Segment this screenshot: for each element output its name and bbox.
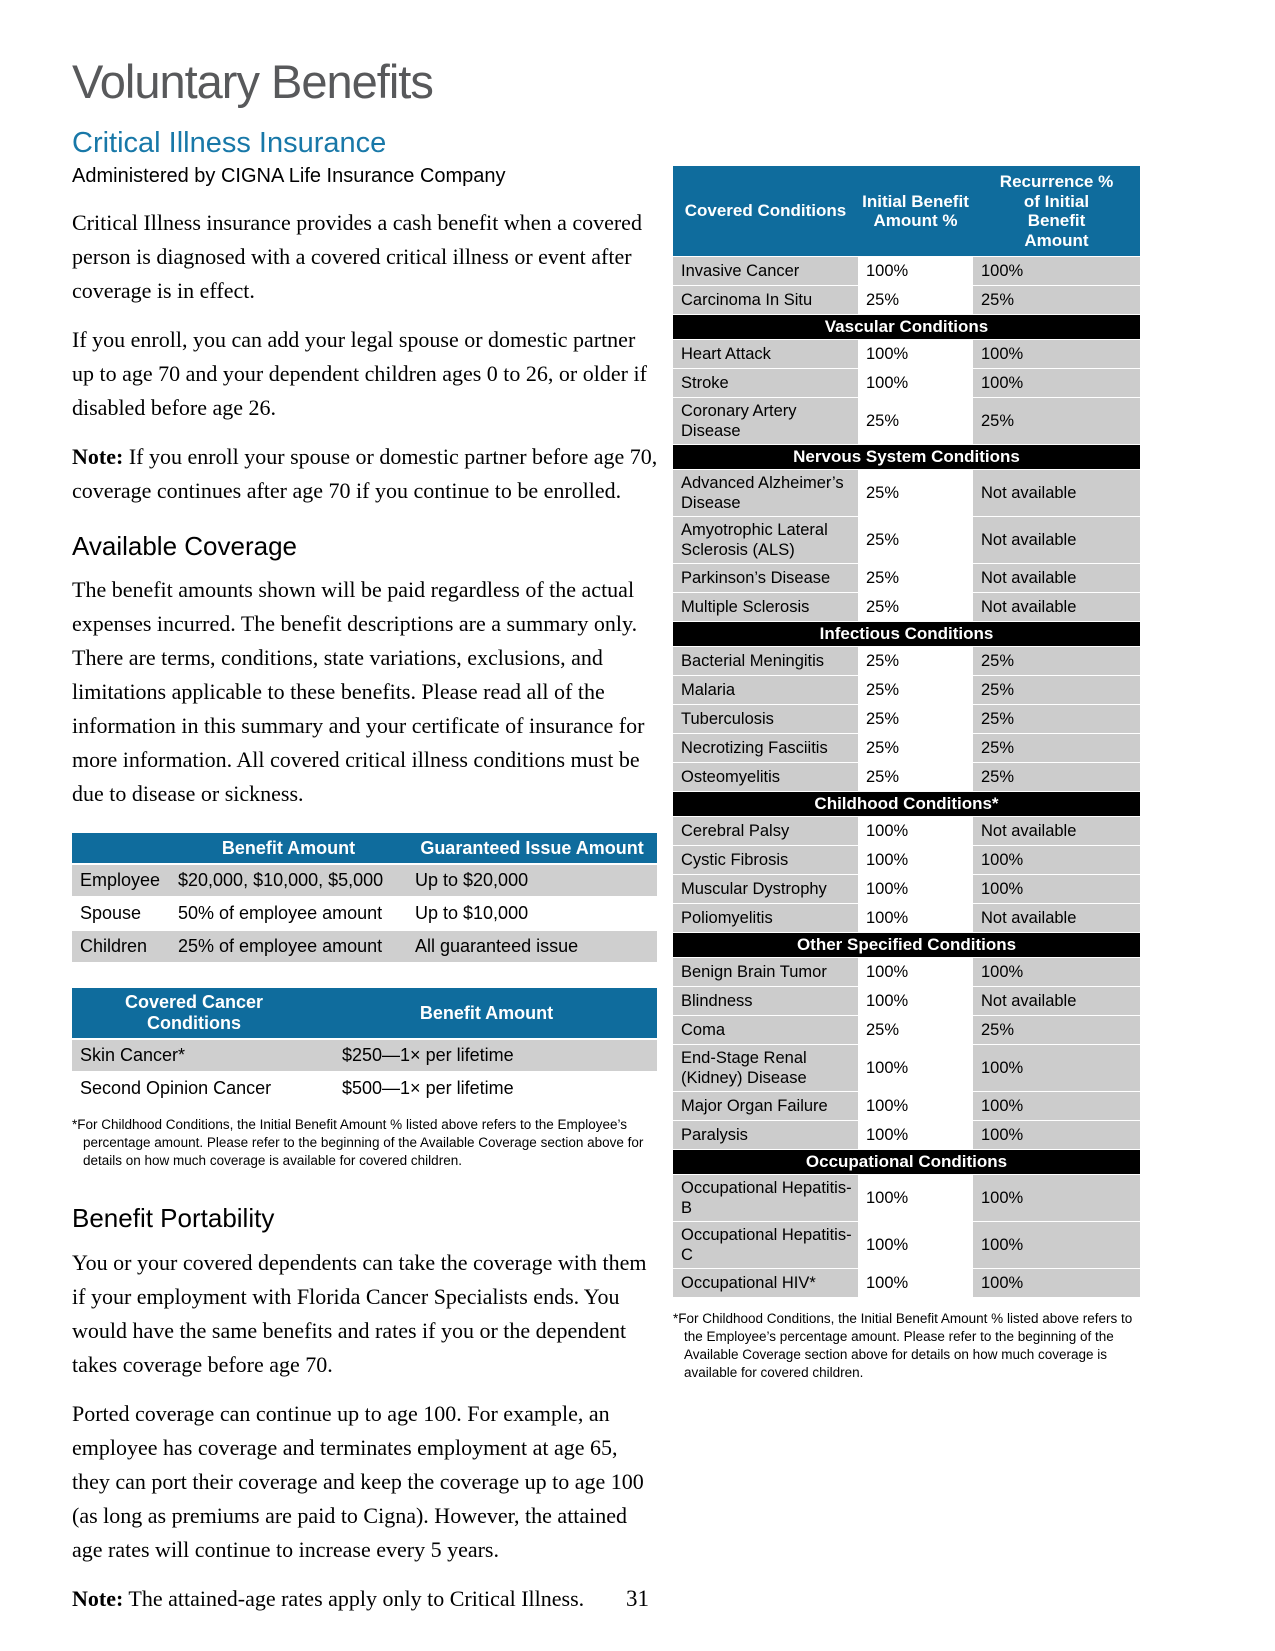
left-column <box>72 56 660 1631</box>
right-column <box>673 165 1140 1382</box>
cell-value: Not available <box>973 564 1140 592</box>
cell-value: $20,000, $10,000, $5,000 <box>170 865 407 896</box>
condition-label: Blindness <box>673 987 858 1015</box>
coverage-table-body <box>72 833 657 962</box>
coverage-table <box>72 831 657 964</box>
cell-value: 100% <box>858 1092 973 1120</box>
section-header: Infectious Conditions <box>673 622 1140 646</box>
row-label: Children <box>72 931 170 962</box>
condition-label: Advanced Alzheimer’s Disease <box>673 470 858 516</box>
condition-label: Parkinson’s Disease <box>673 564 858 592</box>
section-header: Nervous System Conditions <box>673 445 1140 469</box>
available-coverage-paragraph: The benefit amounts shown will be paid regardless of the actual expenses incurred. The benefit descriptions are a summary only. There are terms, conditions, state variations, exclusions, and limitations applicable to these benefits. Please read all of the information in this summary and your certificate of insurance for more information. All covered critical illness conditions must be due to disease or sickness. <box>72 577 645 807</box>
cell-value: 100% <box>858 846 973 874</box>
cell-value: 25% of employee amount <box>170 931 407 962</box>
condition-label: Amyotrophic Lateral Sclerosis (ALS) <box>673 517 858 563</box>
cell-value: 100% <box>973 1092 1140 1120</box>
cell-value: Not available <box>973 904 1140 932</box>
cell-value: 100% <box>858 1222 973 1268</box>
table-row <box>673 564 1140 592</box>
cell-value: Up to $20,000 <box>407 865 657 896</box>
cell-value: 25% <box>858 647 973 675</box>
cell-value: 25% <box>858 470 973 516</box>
section-header: Occupational Conditions <box>673 1150 1140 1174</box>
table-row <box>673 987 1140 1015</box>
cell-value: 100% <box>858 340 973 368</box>
cell-value: Up to $10,000 <box>407 898 657 929</box>
cell-value: Not available <box>973 470 1140 516</box>
cell-value: 25% <box>858 734 973 762</box>
column-header: Benefit Amount <box>316 988 657 1038</box>
cell-value: 25% <box>858 564 973 592</box>
table-row <box>673 1092 1140 1120</box>
cell-value: Not available <box>973 987 1140 1015</box>
table-row <box>673 1222 1140 1268</box>
table-row <box>673 1121 1140 1149</box>
table-row <box>673 593 1140 621</box>
cell-value: 25% <box>973 676 1140 704</box>
portability-paragraph: Ported coverage can continue up to age 100. For example, an employee has coverage and terminates employment at age 65, they can port their coverage and keep the coverage up to age 100 (as long as premiums are paid to Cigna). However, the attained age rates will continue to increase every 5 years. <box>72 1401 644 1563</box>
note-text: The attained-age rates apply only to Critical Illness. <box>123 1586 585 1612</box>
table-row <box>673 904 1140 932</box>
table-row <box>673 958 1140 986</box>
table-row <box>673 470 1140 516</box>
table-row <box>72 1073 657 1104</box>
cell-value: 100% <box>858 1121 973 1149</box>
cell-value: 100% <box>973 1222 1140 1268</box>
cell-value: 100% <box>858 817 973 845</box>
table-row <box>673 1175 1140 1221</box>
cell-value: 25% <box>973 705 1140 733</box>
section-header-row <box>673 1150 1140 1174</box>
column-header <box>673 166 858 256</box>
column-header <box>858 166 973 256</box>
column-header-text: Covered Conditions <box>684 201 847 221</box>
condition-label: Malaria <box>673 676 858 704</box>
cell-value: 50% of employee amount <box>170 898 407 929</box>
page-title: Voluntary Benefits <box>72 55 433 108</box>
table-row <box>673 257 1140 285</box>
condition-label: Benign Brain Tumor <box>673 958 858 986</box>
cell-value: 25% <box>858 676 973 704</box>
table-row <box>673 817 1140 845</box>
condition-label: Coma <box>673 1016 858 1044</box>
cell-value: 25% <box>858 517 973 563</box>
column-header-text: Initial Benefit Amount % <box>862 191 969 231</box>
cell-value: Not available <box>973 517 1140 563</box>
section-header-row <box>673 933 1140 957</box>
row-label: Skin Cancer* <box>72 1040 316 1071</box>
column-header: Benefit Amount <box>170 833 407 863</box>
condition-label: Heart Attack <box>673 340 858 368</box>
table-row <box>673 398 1140 444</box>
table-row <box>673 1045 1140 1091</box>
column-header-text: Recurrence % of Initial Benefit Amount <box>999 172 1114 250</box>
table-row <box>673 1269 1140 1297</box>
condition-label: Major Organ Failure <box>673 1092 858 1120</box>
condition-label: Muscular Dystrophy <box>673 875 858 903</box>
cell-value: 25% <box>973 1016 1140 1044</box>
cell-value: 25% <box>858 286 973 314</box>
section-header: Vascular Conditions <box>673 315 1140 339</box>
cell-value: 100% <box>858 875 973 903</box>
condition-label: Tuberculosis <box>673 705 858 733</box>
condition-label: Necrotizing Fasciitis <box>673 734 858 762</box>
cell-value: 100% <box>858 1269 973 1297</box>
cell-value: 100% <box>858 257 973 285</box>
table-row <box>673 517 1140 563</box>
condition-label: Osteomyelitis <box>673 763 858 791</box>
note-text: If you enroll your spouse or domestic partner before age 70, coverage continues after age 70 if you continue to be enrolled. <box>72 443 658 503</box>
cell-value: 100% <box>973 1121 1140 1149</box>
row-label: Second Opinion Cancer <box>72 1073 316 1104</box>
condition-label: Occupational Hepatitis-C <box>673 1222 858 1268</box>
available-coverage-heading: Available Coverage <box>72 530 297 561</box>
cell-value: 100% <box>858 987 973 1015</box>
condition-label: Cystic Fibrosis <box>673 846 858 874</box>
condition-label: Cerebral Palsy <box>673 817 858 845</box>
cell-value: 100% <box>858 1045 973 1091</box>
covered-conditions-table <box>673 165 1140 1298</box>
cell-value: 25% <box>858 398 973 444</box>
cell-value: $500—1× per lifetime <box>316 1073 657 1104</box>
intro-paragraph: If you enroll, you can add your legal spouse or domestic partner up to age 70 and your dependent children ages 0 to 26, or older if disabled before age 26. <box>72 326 647 420</box>
cell-value: 25% <box>858 705 973 733</box>
section-header-row <box>673 315 1140 339</box>
table-row <box>673 340 1140 368</box>
condition-label: Poliomyelitis <box>673 904 858 932</box>
conditions-footnote: *For Childhood Conditions, the Initial Benefit Amount % listed above refers to the Employee’s percentage amount. Please refer to the beginning of the Available Coverage section above for details on how much coverage is available for covered children. <box>673 1311 1133 1381</box>
cell-value: 100% <box>973 1045 1140 1091</box>
condition-label: Invasive Cancer <box>673 257 858 285</box>
table-row <box>673 734 1140 762</box>
table-row <box>673 676 1140 704</box>
cell-value: 100% <box>973 875 1140 903</box>
cell-value: Not available <box>973 593 1140 621</box>
section-header-row <box>673 792 1140 816</box>
left-footnote: *For Childhood Conditions, the Initial Benefit Amount % listed above refers to the Employee’s percentage amount. Please refer to the beginning of the Available Coverage section above for details on how much coverage is available for covered children. <box>72 1117 644 1169</box>
cell-value: 100% <box>973 846 1140 874</box>
cell-value: 25% <box>973 734 1140 762</box>
table-row <box>72 1040 657 1071</box>
cell-value: 25% <box>858 593 973 621</box>
cancer-table <box>72 986 657 1106</box>
cell-value: 100% <box>973 958 1140 986</box>
cell-value: 25% <box>858 763 973 791</box>
cell-value: Not available <box>973 817 1140 845</box>
table-row <box>72 898 657 929</box>
cancer-table-body <box>72 988 657 1104</box>
section-header-row <box>673 622 1140 646</box>
subtitle: Administered by CIGNA Life Insurance Company <box>72 164 506 187</box>
column-header: Covered Cancer Conditions <box>72 988 316 1038</box>
cell-value: 100% <box>973 340 1140 368</box>
condition-label: Carcinoma In Situ <box>673 286 858 314</box>
table-row <box>673 763 1140 791</box>
intro-note-paragraph <box>72 440 660 508</box>
covered-conditions-table-body <box>673 166 1140 1297</box>
cell-value: 100% <box>973 1175 1140 1221</box>
condition-label: Stroke <box>673 369 858 397</box>
cell-value: 25% <box>973 763 1140 791</box>
intro-paragraph: Critical Illness insurance provides a cash benefit when a covered person is diagnosed with a covered critical illness or event after coverage is in effect. <box>72 209 642 303</box>
cell-value: 25% <box>973 647 1140 675</box>
column-header: Guaranteed Issue Amount <box>407 833 657 863</box>
cell-value: 100% <box>858 369 973 397</box>
condition-label: Occupational HIV* <box>673 1269 858 1297</box>
section-header: Other Specified Conditions <box>673 933 1140 957</box>
table-row <box>673 875 1140 903</box>
cell-value: $250—1× per lifetime <box>316 1040 657 1071</box>
column-header <box>72 833 170 863</box>
condition-label: Multiple Sclerosis <box>673 593 858 621</box>
note-label: Note: <box>72 1586 124 1612</box>
condition-label: Coronary Artery Disease <box>673 398 858 444</box>
condition-label: Paralysis <box>673 1121 858 1149</box>
cell-value: 100% <box>858 904 973 932</box>
cell-value: 100% <box>858 958 973 986</box>
row-label: Employee <box>72 865 170 896</box>
cell-value: 100% <box>973 257 1140 285</box>
section-heading: Critical Illness Insurance <box>72 126 387 159</box>
cell-value: 100% <box>858 1175 973 1221</box>
table-row <box>673 1016 1140 1044</box>
cell-value: 25% <box>973 398 1140 444</box>
section-header-row <box>673 445 1140 469</box>
cell-value: 100% <box>973 1269 1140 1297</box>
cell-value: 100% <box>973 369 1140 397</box>
table-row <box>673 846 1140 874</box>
table-row <box>673 705 1140 733</box>
cell-value: 25% <box>973 286 1140 314</box>
note-label: Note: <box>72 443 124 469</box>
condition-label: Occupational Hepatitis-B <box>673 1175 858 1221</box>
page-number: 31 <box>626 1586 649 1611</box>
table-header-row <box>673 166 1140 256</box>
portability-paragraph: You or your covered dependents can take the coverage with them if your employment with Florida Cancer Specialists ends. You would have the same benefits and rates if you or the dependent takes coverage before age 70. <box>72 1250 647 1378</box>
table-row <box>673 286 1140 314</box>
section-header: Childhood Conditions* <box>673 792 1140 816</box>
condition-label: End-Stage Renal (Kidney) Disease <box>673 1045 858 1091</box>
table-row <box>673 369 1140 397</box>
table-header-row <box>72 988 657 1038</box>
table-row <box>72 931 657 962</box>
cell-value: All guaranteed issue <box>407 931 657 962</box>
condition-label: Bacterial Meningitis <box>673 647 858 675</box>
table-header-row <box>72 833 657 863</box>
column-header <box>973 166 1140 256</box>
table-row <box>72 865 657 896</box>
cell-value: 25% <box>858 1016 973 1044</box>
benefit-portability-heading: Benefit Portability <box>72 1203 275 1234</box>
table-row <box>673 647 1140 675</box>
row-label: Spouse <box>72 898 170 929</box>
